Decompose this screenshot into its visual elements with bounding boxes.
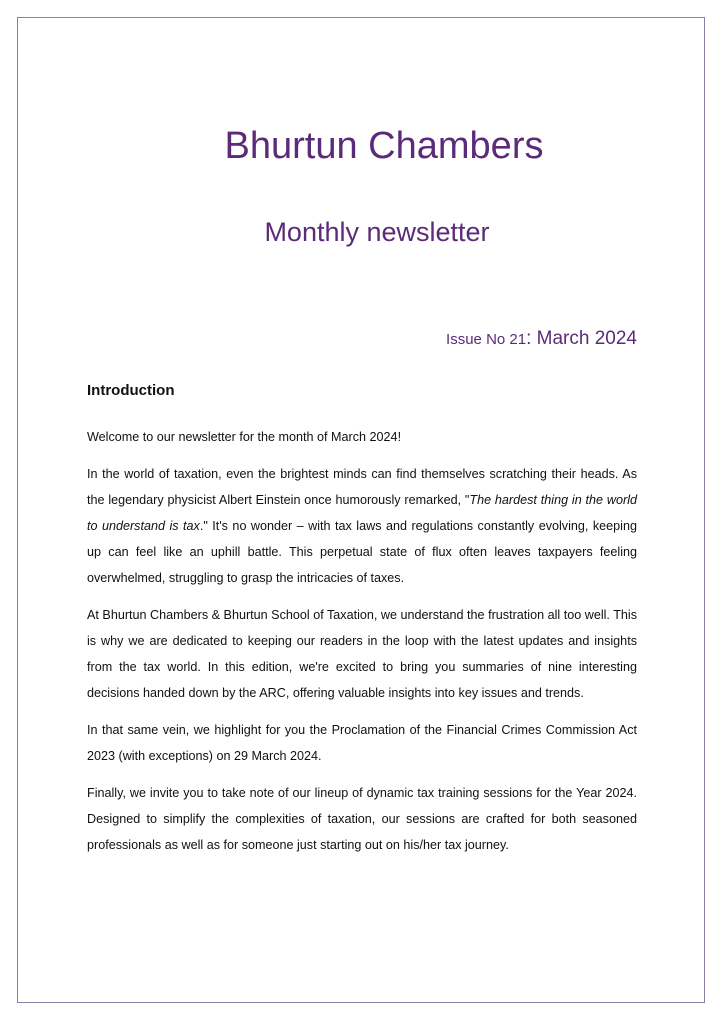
newsletter-subtitle: Monthly newsletter [264, 217, 490, 247]
paragraph-training-sessions: Finally, we invite you to take note of our lineup of dynamic tax training sessions for the Year 2024. Designed to simplify the complexities of taxation, our sessions are crafted for both seasoned professionals as well as for someone just starting out on his/her tax journey. [87, 786, 637, 852]
paragraph-fcc-act: In that same vein, we highlight for you the Proclamation of the Financial Crimes Commission Act 2023 (with exceptions) on 29 March 2024. [87, 723, 637, 763]
paragraph-about-chambers: At Bhurtun Chambers & Bhurtun School of Taxation, we understand the frustration all too well. This is why we are dedicated to keeping our readers in the loop with the latest updates and insights from the tax world. In this edition, we're excited to bring you summaries of nine interesting decisions handed down by the ARC, offering valuable insights into key issues and trends. [87, 608, 637, 700]
newsletter-title: Bhurtun Chambers [224, 125, 544, 167]
introduction-heading: Introduction [87, 382, 175, 399]
issue-number: Issue No 21 [446, 331, 527, 348]
issue-date: March 2024 [536, 328, 637, 349]
issue-line [446, 328, 637, 350]
issue-separator: : [526, 328, 537, 349]
einstein-quote: The hardest thing in the world to understand is tax [87, 493, 637, 533]
paragraph-welcome: Welcome to our newsletter for the month of March 2024! [87, 430, 402, 444]
paragraph-einstein-quote [87, 461, 637, 591]
quote-follow-up: ." It's no wonder – with tax laws and regulations constantly evolving, keeping up can feel like an uphill battle. This perpetual state of flux often leaves taxpayers feeling overwhelmed, struggling to grasp the intricacies of taxes. [87, 519, 637, 585]
introduction-body [87, 424, 637, 869]
quote-lead-in: In the world of taxation, even the brightest minds can find themselves scratching their heads. As the legendary physicist Albert Einstein once humorously remarked, " [87, 467, 637, 507]
